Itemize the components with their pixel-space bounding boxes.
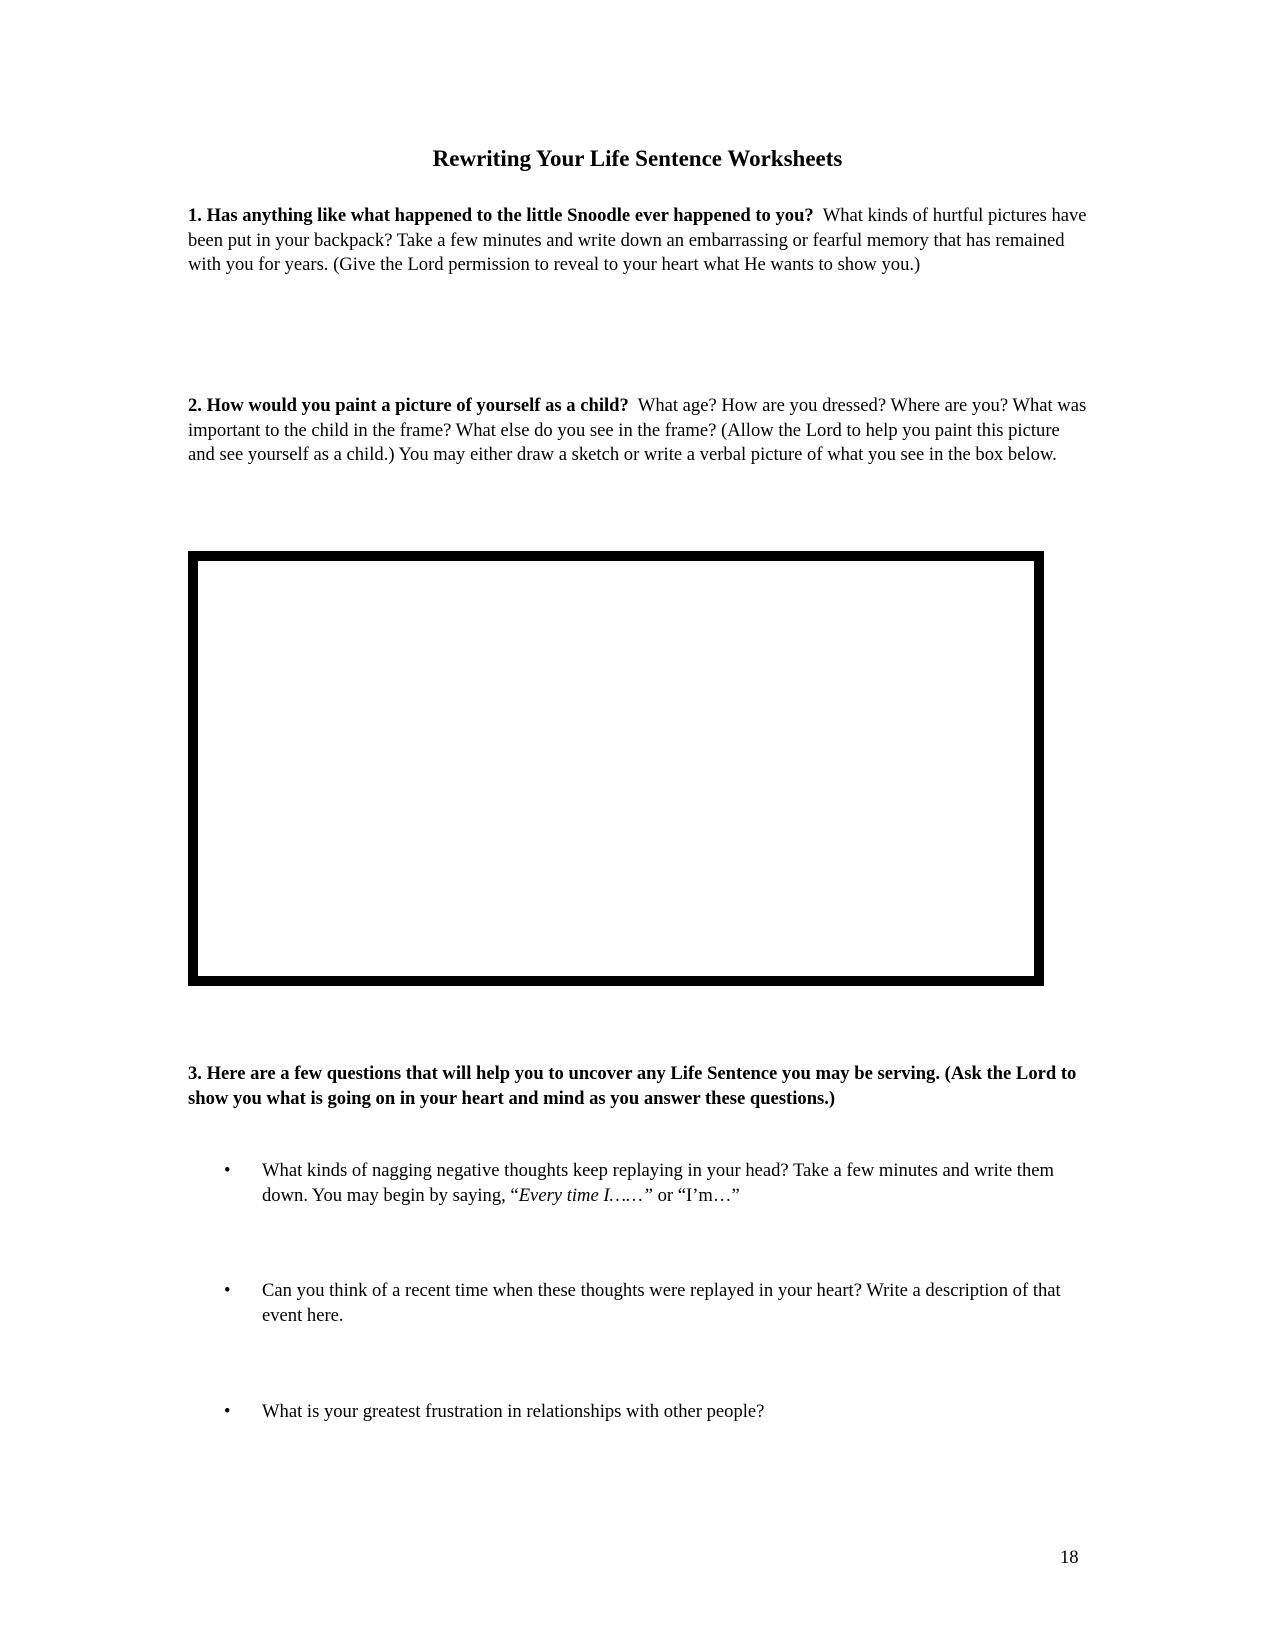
question-2-body: What age? How are you dressed? Where are you? What was important to the child in the frame? What else do you see in the frame? (Allow the Lord to help you paint this picture and see yourself as a child.) You may either draw a sketch or write a verbal picture of what you see in the box below.	[188, 395, 1087, 465]
page-title: Rewriting Your Life Sentence Worksheets	[432, 146, 843, 171]
question-2-lead: 2. How would you paint a picture of yourself as a child?	[188, 395, 629, 416]
question-2	[188, 394, 1088, 468]
bullet-text-3: What is your greatest frustration in relationships with other people?	[262, 1401, 765, 1422]
bullet-1-text-before: What kinds of nagging negative thoughts keep replaying in your head? Take a few minutes and write them down. You may begin by saying, “	[262, 1160, 1054, 1206]
question-3-lead: 3. Here are a few questions that will help you to uncover any Life Sentence you may be serving. (Ask the Lord to show you what is going on in your heart and mind as you answer these questions.)	[188, 1063, 1077, 1109]
bullet-1-italic: Every time I……”	[518, 1184, 653, 1206]
question-1-body: What kinds of hurtful pictures have been put in your backpack? Take a few minutes and write down an embarrassing or fearful memory that has remained with you for years. (Give the Lord permission to reveal to your heart what He wants to show you.)	[188, 205, 1087, 275]
page-number: 18	[1060, 1547, 1079, 1568]
bullet-text-2: Can you think of a recent time when these thoughts were replayed in your heart? Write a description of that event here.	[262, 1280, 1061, 1326]
question-3	[188, 1062, 1088, 1111]
question-1-lead: 1. Has anything like what happened to the little Snoodle ever happened to you?	[188, 205, 814, 226]
question-1	[188, 204, 1088, 278]
bullet-icon: •	[224, 1401, 231, 1422]
bullet-icon: •	[224, 1160, 231, 1181]
bullet-icon: •	[224, 1280, 231, 1301]
bullet-text-1	[262, 1159, 1082, 1208]
bullet-1-text-after: or “I’m…”	[652, 1184, 740, 1206]
drawing-box[interactable]	[188, 551, 1044, 986]
